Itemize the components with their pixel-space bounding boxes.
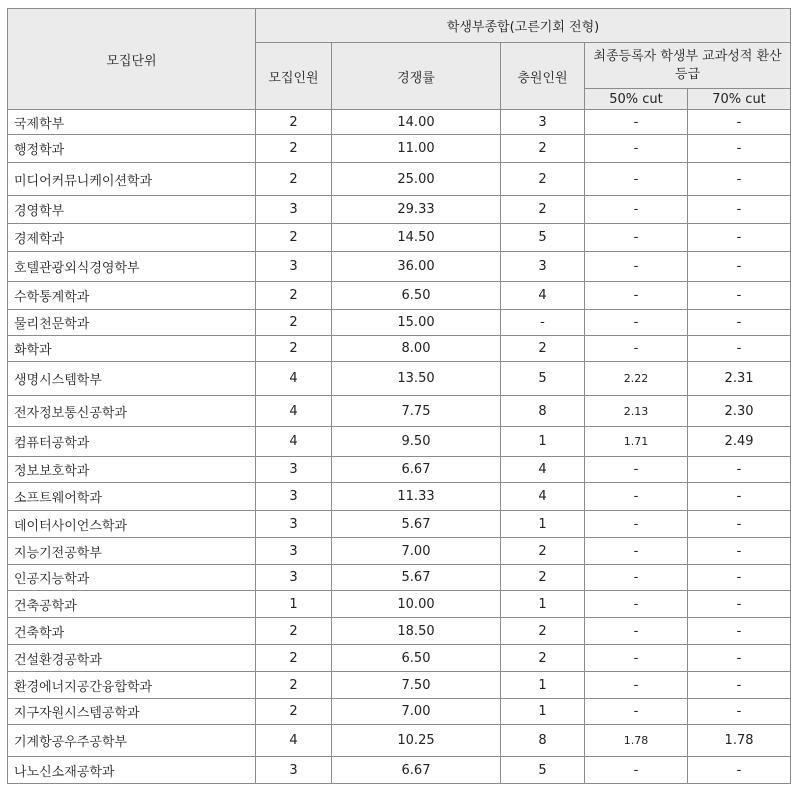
recruit-count-cell: 3 xyxy=(256,757,332,784)
unit-name-cell: 화학과 xyxy=(8,336,256,362)
recruit-count-cell: 2 xyxy=(256,699,332,725)
competition-ratio-cell: 7.00 xyxy=(332,699,501,725)
unit-name-cell: 물리천문학과 xyxy=(8,310,256,336)
cut70-cell: 1.78 xyxy=(688,725,791,757)
cut70-cell: - xyxy=(688,310,791,336)
header-group-title: 학생부종합(고른기회 전형) xyxy=(256,9,791,43)
recruit-count-cell: 2 xyxy=(256,618,332,645)
header-cut70: 70% cut xyxy=(688,89,791,110)
cut70-cell: - xyxy=(688,110,791,135)
extra-admit-cell: 1 xyxy=(501,511,585,538)
unit-name-cell: 지능기전공학부 xyxy=(8,538,256,565)
cut50-cell: - xyxy=(585,196,688,224)
recruit-count-cell: 2 xyxy=(256,163,332,196)
cut50-cell: - xyxy=(585,282,688,310)
header-unit: 모집단위 xyxy=(8,9,256,110)
cut50-cell: - xyxy=(585,310,688,336)
competition-ratio-cell: 5.67 xyxy=(332,565,501,591)
header-extra: 충원인원 xyxy=(501,43,585,110)
extra-admit-cell: 1 xyxy=(501,699,585,725)
extra-admit-cell: 4 xyxy=(501,457,585,483)
competition-ratio-cell: 7.00 xyxy=(332,538,501,565)
table-row xyxy=(8,252,791,282)
cut70-cell: - xyxy=(688,135,791,163)
competition-ratio-cell: 9.50 xyxy=(332,427,501,457)
recruit-count-cell: 2 xyxy=(256,224,332,252)
extra-admit-cell: 2 xyxy=(501,538,585,565)
cut50-cell: 1.78 xyxy=(585,725,688,757)
extra-admit-cell: 2 xyxy=(501,135,585,163)
recruit-count-cell: 3 xyxy=(256,483,332,511)
table-row xyxy=(8,511,791,538)
competition-ratio-cell: 5.67 xyxy=(332,511,501,538)
table-row xyxy=(8,163,791,196)
cut70-cell: - xyxy=(688,591,791,618)
recruit-count-cell: 4 xyxy=(256,362,332,396)
cut50-cell: - xyxy=(585,163,688,196)
table-row xyxy=(8,757,791,784)
unit-name-cell: 전자정보통신공학과 xyxy=(8,396,256,427)
table-row xyxy=(8,196,791,224)
competition-ratio-cell: 6.50 xyxy=(332,282,501,310)
unit-name-cell: 경영학부 xyxy=(8,196,256,224)
competition-ratio-cell: 7.75 xyxy=(332,396,501,427)
extra-admit-cell: 1 xyxy=(501,427,585,457)
recruit-count-cell: 3 xyxy=(256,565,332,591)
extra-admit-cell: 5 xyxy=(501,224,585,252)
competition-ratio-cell: 36.00 xyxy=(332,252,501,282)
competition-ratio-cell: 29.33 xyxy=(332,196,501,224)
recruit-count-cell: 2 xyxy=(256,672,332,699)
cut50-cell: 1.71 xyxy=(585,427,688,457)
extra-admit-cell: 8 xyxy=(501,396,585,427)
extra-admit-cell: 5 xyxy=(501,757,585,784)
cut50-cell: - xyxy=(585,457,688,483)
cut70-cell: - xyxy=(688,163,791,196)
cut70-cell: - xyxy=(688,565,791,591)
recruit-count-cell: 3 xyxy=(256,196,332,224)
unit-name-cell: 경제학과 xyxy=(8,224,256,252)
competition-ratio-cell: 18.50 xyxy=(332,618,501,645)
header-cut50: 50% cut xyxy=(585,89,688,110)
cut50-cell: - xyxy=(585,538,688,565)
unit-name-cell: 인공지능학과 xyxy=(8,565,256,591)
table-row xyxy=(8,362,791,396)
table-row xyxy=(8,427,791,457)
extra-admit-cell: 2 xyxy=(501,163,585,196)
unit-name-cell: 국제학부 xyxy=(8,110,256,135)
unit-name-cell: 미디어커뮤니케이션학과 xyxy=(8,163,256,196)
extra-admit-cell: 3 xyxy=(501,252,585,282)
competition-ratio-cell: 6.50 xyxy=(332,645,501,672)
extra-admit-cell: 5 xyxy=(501,362,585,396)
cut50-cell: - xyxy=(585,483,688,511)
cut70-cell: - xyxy=(688,282,791,310)
unit-name-cell: 건축공학과 xyxy=(8,591,256,618)
table-row xyxy=(8,645,791,672)
unit-name-cell: 소프트웨어학과 xyxy=(8,483,256,511)
recruit-count-cell: 2 xyxy=(256,282,332,310)
header-grade-group: 최종등록자 학생부 교과성적 환산등급 xyxy=(585,43,791,89)
unit-name-cell: 수학통계학과 xyxy=(8,282,256,310)
competition-ratio-cell: 6.67 xyxy=(332,457,501,483)
table-row xyxy=(8,483,791,511)
cut50-cell: - xyxy=(585,135,688,163)
recruit-count-cell: 3 xyxy=(256,511,332,538)
table-row xyxy=(8,135,791,163)
cut70-cell: - xyxy=(688,618,791,645)
unit-name-cell: 지구자원시스템공학과 xyxy=(8,699,256,725)
extra-admit-cell: 1 xyxy=(501,672,585,699)
unit-name-cell: 행정학과 xyxy=(8,135,256,163)
cut70-cell: - xyxy=(688,196,791,224)
recruit-count-cell: 1 xyxy=(256,591,332,618)
unit-name-cell: 건설환경공학과 xyxy=(8,645,256,672)
competition-ratio-cell: 10.00 xyxy=(332,591,501,618)
table-row xyxy=(8,310,791,336)
extra-admit-cell: 1 xyxy=(501,591,585,618)
extra-admit-cell: 3 xyxy=(501,110,585,135)
cut50-cell: - xyxy=(585,672,688,699)
table-row xyxy=(8,336,791,362)
competition-ratio-cell: 10.25 xyxy=(332,725,501,757)
cut70-cell: - xyxy=(688,457,791,483)
cut70-cell: - xyxy=(688,672,791,699)
competition-ratio-cell: 14.50 xyxy=(332,224,501,252)
table-row xyxy=(8,538,791,565)
recruit-count-cell: 2 xyxy=(256,135,332,163)
cut70-cell: - xyxy=(688,757,791,784)
unit-name-cell: 기계항공우주공학부 xyxy=(8,725,256,757)
cut70-cell: - xyxy=(688,511,791,538)
cut70-cell: - xyxy=(688,336,791,362)
competition-ratio-cell: 11.00 xyxy=(332,135,501,163)
competition-ratio-cell: 25.00 xyxy=(332,163,501,196)
table-row xyxy=(8,457,791,483)
extra-admit-cell: 2 xyxy=(501,645,585,672)
unit-name-cell: 환경에너지공간융합학과 xyxy=(8,672,256,699)
recruit-count-cell: 4 xyxy=(256,725,332,757)
table-row xyxy=(8,396,791,427)
table-row xyxy=(8,110,791,135)
cut70-cell: - xyxy=(688,252,791,282)
unit-name-cell: 정보보호학과 xyxy=(8,457,256,483)
unit-name-cell: 건축학과 xyxy=(8,618,256,645)
cut50-cell: - xyxy=(585,224,688,252)
competition-ratio-cell: 11.33 xyxy=(332,483,501,511)
recruit-count-cell: 2 xyxy=(256,645,332,672)
competition-ratio-cell: 15.00 xyxy=(332,310,501,336)
cut70-cell: 2.49 xyxy=(688,427,791,457)
extra-admit-cell: 8 xyxy=(501,725,585,757)
cut50-cell: - xyxy=(585,511,688,538)
admissions-results-table xyxy=(7,8,791,784)
cut70-cell: - xyxy=(688,538,791,565)
recruit-count-cell: 3 xyxy=(256,538,332,565)
cut50-cell: 2.13 xyxy=(585,396,688,427)
cut50-cell: - xyxy=(585,591,688,618)
table-row xyxy=(8,224,791,252)
extra-admit-cell: 4 xyxy=(501,282,585,310)
table-row xyxy=(8,591,791,618)
competition-ratio-cell: 13.50 xyxy=(332,362,501,396)
unit-name-cell: 컴퓨터공학과 xyxy=(8,427,256,457)
recruit-count-cell: 3 xyxy=(256,457,332,483)
unit-name-cell: 생명시스템학부 xyxy=(8,362,256,396)
unit-name-cell: 데이터사이언스학과 xyxy=(8,511,256,538)
competition-ratio-cell: 7.50 xyxy=(332,672,501,699)
cut70-cell: - xyxy=(688,483,791,511)
table-row xyxy=(8,672,791,699)
extra-admit-cell: - xyxy=(501,310,585,336)
recruit-count-cell: 2 xyxy=(256,110,332,135)
extra-admit-cell: 2 xyxy=(501,336,585,362)
cut70-cell: - xyxy=(688,645,791,672)
cut50-cell: - xyxy=(585,110,688,135)
extra-admit-cell: 2 xyxy=(501,618,585,645)
table-row xyxy=(8,618,791,645)
cut50-cell: - xyxy=(585,336,688,362)
table-header xyxy=(8,9,791,110)
recruit-count-cell: 3 xyxy=(256,252,332,282)
unit-name-cell: 나노신소재공학과 xyxy=(8,757,256,784)
table-row xyxy=(8,725,791,757)
competition-ratio-cell: 14.00 xyxy=(332,110,501,135)
table-row xyxy=(8,699,791,725)
recruit-count-cell: 2 xyxy=(256,336,332,362)
extra-admit-cell: 4 xyxy=(501,483,585,511)
table-row xyxy=(8,565,791,591)
recruit-count-cell: 2 xyxy=(256,310,332,336)
header-recruit: 모집인원 xyxy=(256,43,332,110)
recruit-count-cell: 4 xyxy=(256,427,332,457)
extra-admit-cell: 2 xyxy=(501,196,585,224)
table-body xyxy=(8,110,791,784)
header-ratio: 경쟁률 xyxy=(332,43,501,110)
competition-ratio-cell: 8.00 xyxy=(332,336,501,362)
unit-name-cell: 호텔관광외식경영학부 xyxy=(8,252,256,282)
table-row xyxy=(8,282,791,310)
cut70-cell: 2.30 xyxy=(688,396,791,427)
cut50-cell: - xyxy=(585,699,688,725)
cut70-cell: - xyxy=(688,699,791,725)
cut50-cell: - xyxy=(585,618,688,645)
extra-admit-cell: 2 xyxy=(501,565,585,591)
competition-ratio-cell: 6.67 xyxy=(332,757,501,784)
cut50-cell: 2.22 xyxy=(585,362,688,396)
cut70-cell: - xyxy=(688,224,791,252)
recruit-count-cell: 4 xyxy=(256,396,332,427)
cut50-cell: - xyxy=(585,645,688,672)
cut50-cell: - xyxy=(585,757,688,784)
cut50-cell: - xyxy=(585,565,688,591)
cut50-cell: - xyxy=(585,252,688,282)
cut70-cell: 2.31 xyxy=(688,362,791,396)
